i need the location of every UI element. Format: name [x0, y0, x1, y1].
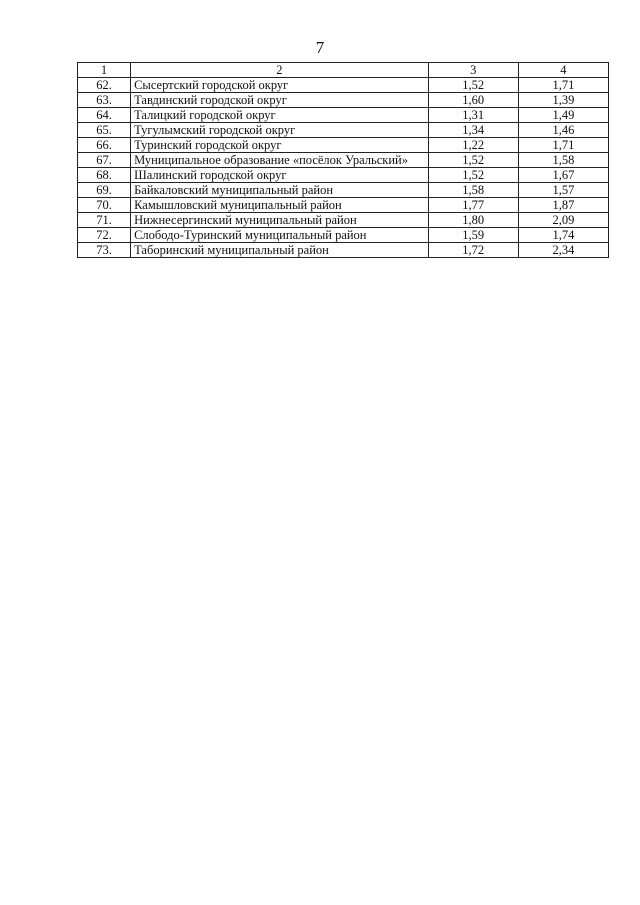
value-col4-cell: 1,71 — [518, 138, 608, 153]
value-col4-cell: 2,09 — [518, 213, 608, 228]
column-header-3: 3 — [428, 63, 518, 78]
value-col3-cell: 1,34 — [428, 123, 518, 138]
table-row — [78, 243, 609, 258]
value-col4-cell: 1,87 — [518, 198, 608, 213]
table-row — [78, 93, 609, 108]
row-number-cell: 68. — [78, 168, 131, 183]
municipality-name-cell: Камышловский муниципальный район — [131, 198, 429, 213]
column-header-4: 4 — [518, 63, 608, 78]
value-col3-cell: 1,58 — [428, 183, 518, 198]
table-row — [78, 138, 609, 153]
municipality-name-cell: Шалинский городской округ — [131, 168, 429, 183]
row-number-cell: 71. — [78, 213, 131, 228]
value-col4-cell: 2,34 — [518, 243, 608, 258]
value-col4-cell: 1,49 — [518, 108, 608, 123]
value-col4-cell: 1,74 — [518, 228, 608, 243]
value-col3-cell: 1,22 — [428, 138, 518, 153]
row-number-cell: 73. — [78, 243, 131, 258]
value-col4-cell: 1,57 — [518, 183, 608, 198]
table-row — [78, 123, 609, 138]
value-col4-cell: 1,46 — [518, 123, 608, 138]
value-col4-cell: 1,58 — [518, 153, 608, 168]
row-number-cell: 63. — [78, 93, 131, 108]
value-col3-cell: 1,60 — [428, 93, 518, 108]
table-row — [78, 153, 609, 168]
table-row — [78, 213, 609, 228]
municipality-name-cell: Байкаловский муниципальный район — [131, 183, 429, 198]
row-number-cell: 62. — [78, 78, 131, 93]
row-number-cell: 70. — [78, 198, 131, 213]
value-col3-cell: 1,31 — [428, 108, 518, 123]
row-number-cell: 65. — [78, 123, 131, 138]
municipality-name-cell: Муниципальное образование «посёлок Уральский» — [131, 153, 429, 168]
municipality-name-cell: Туринский городской округ — [131, 138, 429, 153]
value-col4-cell: 1,67 — [518, 168, 608, 183]
value-col3-cell: 1,59 — [428, 228, 518, 243]
value-col4-cell: 1,39 — [518, 93, 608, 108]
value-col3-cell: 1,80 — [428, 213, 518, 228]
table-row — [78, 228, 609, 243]
value-col3-cell: 1,52 — [428, 168, 518, 183]
column-header-2: 2 — [131, 63, 429, 78]
page-number: 7 — [315, 38, 325, 57]
data-table — [77, 62, 609, 258]
municipality-name-cell: Талицкий городской округ — [131, 108, 429, 123]
row-number-cell: 67. — [78, 153, 131, 168]
value-col3-cell: 1,52 — [428, 78, 518, 93]
table-row — [78, 78, 609, 93]
value-col3-cell: 1,52 — [428, 153, 518, 168]
value-col3-cell: 1,72 — [428, 243, 518, 258]
row-number-cell: 64. — [78, 108, 131, 123]
municipality-name-cell: Сысертский городской округ — [131, 78, 429, 93]
municipality-name-cell: Слободо-Туринский муниципальный район — [131, 228, 429, 243]
table-row — [78, 108, 609, 123]
value-col3-cell: 1,77 — [428, 198, 518, 213]
table-header-row — [78, 63, 609, 78]
table-row — [78, 198, 609, 213]
municipality-name-cell: Тавдинский городской округ — [131, 93, 429, 108]
row-number-cell: 66. — [78, 138, 131, 153]
municipality-name-cell: Тугулымский городской округ — [131, 123, 429, 138]
municipality-name-cell: Таборинский муниципальный район — [131, 243, 429, 258]
value-col4-cell: 1,71 — [518, 78, 608, 93]
municipality-name-cell: Нижнесергинский муниципальный район — [131, 213, 429, 228]
row-number-cell: 72. — [78, 228, 131, 243]
column-header-1: 1 — [78, 63, 131, 78]
table-row — [78, 168, 609, 183]
table-row — [78, 183, 609, 198]
row-number-cell: 69. — [78, 183, 131, 198]
